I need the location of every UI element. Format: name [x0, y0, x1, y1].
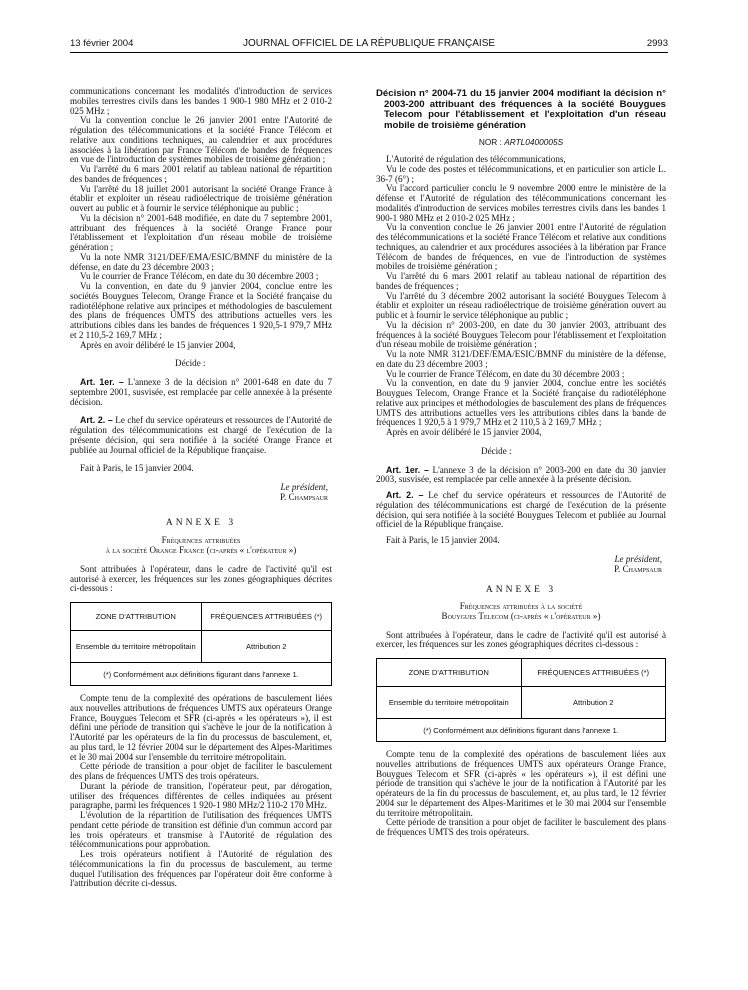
left-paragraph: L'évolution de la répartition de l'utilisation des fréquences UMTS pendant cette période de transition est définie d'un commun accord par les trois opérateurs et transmise à l'Autorité de régulation des télécommunications pour approbation.	[70, 810, 332, 850]
annex-title-line1: Fréquences attribuées à la société	[459, 601, 583, 611]
right-paragraph: Vu la note NMR 3121/DEF/EMA/ESIC/BMNF du ministère de la défense, en date du 23 décembre 2003 ;	[376, 349, 666, 369]
left-paragraph: Vu la décision n° 2001-648 modifiée, en date du 7 septembre 2001, attribuant des fréquences à la société Orange France pour l'établissement et l'exploitation d'un réseau mobile de troisième génération ;	[70, 212, 332, 252]
right-paragraph: Vu la convention, en date du 9 janvier 2004, conclue entre les sociétés Bouygues Telecom, Orange France et la Société française du radiotéléphone relative aux principes et méthodologies de basculement des plans de fréquences UMTS des attributions actuelles vers les attributions cibles dans la bande de fréquences 1 920,5 à 1 979,7 MHz et 2 110,5 à 2 169,7 MHz ;	[376, 378, 666, 428]
right-column	[376, 89, 666, 838]
left-paragraph: Vu la convention, en date du 9 janvier 2004, conclue entre les sociétés Bouygues Telecom, Orange France et la Société française du radiotéléphone relative aux principes et méthodologies de basculement des plans de fréquences UMTS des attributions actuelles vers les attributions cibles dans les bandes de fréquences 1 920,5-1 979,7 MHz et 2 110,5-2 169,7 MHz ;	[70, 281, 332, 340]
right-paragraph: Cette période de transition a pour objet de faciliter le basculement des plans de fréquences UMTS des trois opérateurs.	[376, 817, 666, 837]
table-row	[377, 687, 665, 719]
table-footnote: (*) Conformément aux définitions figurant dans l'annexe 1.	[103, 669, 299, 679]
right-paragraph: Vu le code des postes et télécommunications, et en particulier son article L. 36-7 (6°) ;	[376, 163, 666, 184]
left-paragraph: Vu l'arrêté du 6 mars 2001 relatif au tableau national de répartition des bandes de fréquences ;	[70, 164, 332, 184]
table-header-frequencies: FRÉQUENCES ATTRIBUÉES (*)	[537, 668, 650, 677]
right-paragraph: Après en avoir délibéré le 15 janvier 2004,	[386, 427, 542, 437]
nor-code: ARTL0400005S	[504, 137, 564, 147]
left-paragraph: communications concernant les modalités d'introduction de services mobiles terrestres civils dans les bandes 1 900-1 980 MHz et 2 010-2 025 MHz ;	[70, 86, 332, 116]
left-paragraph: Les trois opérateurs notifient à l'Autorité de régulation des télécommunications la fin du processus de basculement, au terme duquel l'utilisation des fréquences par l'opérateur doit être conforme à l'attribution décrite ci-dessus.	[70, 849, 332, 889]
annex-intro: Sont attribuées à l'opérateur, dans le cadre de l'activité qu'il est autorisé à exercer, les fréquences sur les zones géographiques décrites ci-dessous :	[376, 629, 666, 650]
signatory-role: Le président,	[280, 482, 328, 492]
left-column	[70, 87, 332, 889]
article-1-text: L'annexe 3 de la décision n° 2001-648 en date du 7 septembre 2001, susvisée, est remplacée par celle annexée à la présente décision.	[70, 377, 332, 407]
signatory-name: P. Champsaur	[613, 563, 662, 574]
nor-reference	[376, 137, 666, 147]
page-number: 2993	[646, 38, 668, 49]
nor-label: NOR :	[478, 137, 505, 147]
table-header-row	[71, 603, 331, 631]
done-at: Fait à Paris, le 15 janvier 2004.	[386, 535, 500, 545]
right-paragraph: Compte tenu de la complexité des opérations de basculement liées aux nouvelles attributions de fréquences UMTS aux opérateurs Orange France, Bouygues Telecom et SFR (ci-après « les opérateurs »), il est défini une période de transition qui s'achève le jour de la notification à l'Autorité par les opérateurs de la fin du processus de basculement, et, au plus tard, le 12 février 2004 sur le département des Alpes-Maritimes et le 30 mai 2004 sur l'ensemble du territoire métropolitain.	[376, 749, 666, 818]
annex-intro: Sont attribuées à l'opérateur, dans le cadre de l'activité qu'il est autorisé à exercer, les fréquences sur les zones géographiques décrites ci-dessous :	[70, 563, 332, 594]
right-paragraph: Vu l'accord particulier conclu le 9 novembre 2000 entre le ministère de la défense et l'Autorité de régulation des télécommunications concernant les modalités d'introduction de services mobiles terrestres civils dans les bandes 1 900-1 980 MHz et 2 010-2 025 MHz ;	[376, 183, 666, 223]
annex-title-line2: à la société Orange France (ci-après « l'opérateur »)	[105, 545, 297, 555]
frequency-table	[376, 658, 666, 742]
right-paragraph: L'Autorité de régulation des télécommunications,	[386, 154, 566, 164]
table-cell-zone: Ensemble du territoire métropolitain	[377, 687, 522, 718]
article-1-label: Art. 1er. –	[386, 464, 429, 475]
signatory-name: P. Champsaur	[279, 491, 328, 502]
table-footnote: (*) Conformément aux définitions figurant dans l'annexe 1.	[423, 725, 619, 735]
done-at: Fait à Paris, le 15 janvier 2004.	[80, 463, 194, 474]
article-1-text: L'annexe 3 de la décision n° 2003-200 en date du 30 janvier 2003, susvisée, est remplacée par celle annexée à la présente décision.	[376, 464, 666, 485]
left-paragraph: Vu le courrier de France Télécom, en date du 30 décembre 2003 ;	[80, 271, 319, 282]
right-paragraph: Vu le courrier de France Télécom, en date du 30 décembre 2003 ;	[386, 368, 625, 379]
annex-title-line1: Fréquences attribuées	[161, 535, 241, 546]
decide-heading: Décide :	[481, 445, 512, 456]
decision-title: Décision n° 2004-71 du 15 janvier 2004 modifiant la décision n° 2003-200 attribuant des fréquences à la société Bouygues Telecom pour l'établissement et l'exploitation d'un réseau mobile de troisième génération	[376, 88, 666, 131]
decide-heading: Décide :	[175, 358, 206, 369]
table-header-zone: ZONE D'ATTRIBUTION	[71, 603, 202, 630]
frequency-table	[70, 602, 332, 686]
left-paragraph: Vu la note NMR 3121/DEF/EMA/ESIC/BMNF du ministère de la défense, en date du 23 décembre 2003 ;	[70, 251, 332, 272]
article-2	[376, 491, 666, 530]
table-cell-frequencies: Attribution 2	[572, 698, 614, 707]
table-header-zone: ZONE D'ATTRIBUTION	[377, 659, 522, 686]
table-cell-zone: Ensemble du territoire métropolitain	[71, 631, 202, 662]
article-2	[70, 416, 332, 455]
table-header-frequencies: FRÉQUENCES ATTRIBUÉES (*)	[210, 612, 323, 621]
article-1	[376, 466, 666, 486]
left-paragraph: Vu l'arrêté du 18 juillet 2001 autorisant la société Orange France à établir et exploiter un réseau radioélectrique de troisième génération ouvert au public et à fournir le service téléphonique au public ;	[70, 183, 332, 213]
right-paragraph: Vu l'arrêté du 3 décembre 2002 autorisant la société Bouygues Telecom à établir et exploiter un réseau radioélectrique de troisième génération ouvert au public et à fournir le service téléphonique au public ;	[376, 290, 666, 320]
article-2-text: Le chef du service opérateurs et ressources de l'Autorité de régulation des télécommunications est chargé de l'exécution de la présente décision, qui sera notifiée à la société Bouygues Telecom et publiée au Journal officiel de la République française.	[376, 490, 666, 530]
table-row	[71, 631, 331, 663]
table-cell-frequencies: Attribution 2	[245, 642, 287, 651]
table-header-row	[377, 659, 665, 687]
article-2-label: Art. 2. –	[80, 415, 113, 426]
article-2-text: Le chef du service opérateurs et ressources de l'Autorité de régulation des télécommunications est chargé de l'exécution de la présente décision, qui sera notifiée à la société Orange France et publiée au Journal officiel de la République française.	[70, 415, 332, 455]
article-2-label: Art. 2. –	[386, 490, 424, 500]
issue-date: 13 février 2004	[70, 38, 134, 49]
left-paragraph: Vu la convention conclue le 26 janvier 2001 entre l'Autorité de régulation des télécommunications et la société France Télécom et relative aux conditions techniques, au calendrier et aux procédures associées à la libération par France Télécom de bandes de fréquences en vue de l'introduction de systèmes mobiles de troisième génération ;	[70, 115, 332, 165]
signatory-role: Le président,	[614, 553, 662, 564]
journal-title: JOURNAL OFFICIEL DE LA RÉPUBLIQUE FRANÇAISE	[242, 38, 496, 49]
left-paragraph: Après en avoir délibéré le 15 janvier 2004,	[80, 339, 236, 350]
left-paragraph: Cette période de transition a pour objet de faciliter le basculement des plans de fréquences UMTS des trois opérateurs.	[70, 761, 332, 781]
right-paragraph: Vu la convention conclue le 26 janvier 2001 entre l'Autorité de régulation des télécommunications et la société France Télécom et relative aux conditions techniques, au calendrier et aux procédures associées à la libération par France Télécom de bandes de fréquences, en vue de l'introduction de systèmes mobiles de troisième génération ;	[376, 222, 666, 272]
left-paragraph: Compte tenu de la complexité des opérations de basculement liées aux nouvelles attributions de fréquences UMTS aux opérateurs Orange France, Bouygues Telecom et SFR (ci-après « les opérateurs »), il est défini une période de transition qui s'achève le jour de la notification à l'Autorité par les opérateurs de la fin du processus de basculement, et, au plus tard, le 12 février 2004 sur le département des Alpes-Maritimes et le 30 mai 2004 sur l'ensemble du territoire métropolitain.	[70, 693, 332, 762]
right-paragraph: Vu l'arrêté du 6 mars 2001 relatif au tableau national de répartition des bandes de fréquences ;	[376, 271, 666, 291]
right-paragraph: Vu la décision n° 2003-200, en date du 30 janvier 2003, attribuant des fréquences à la société Bouygues Telecom pour l'établissement et l'exploitation d'un réseau mobile de troisième génération ;	[376, 319, 666, 350]
left-paragraph: Durant la période de transition, l'opérateur peut, par dérogation, utiliser des fréquences différentes de celles indiquées au présent paragraphe, parmi les fréquences 1 920-1 980 MHz/2 110-2 170 MHz.	[70, 780, 332, 811]
annex-heading: ANNEXE 3	[485, 585, 557, 596]
annex-title-line2: Bouygues Telecom (ci-après « l'opérateur »)	[441, 610, 601, 621]
page-header	[70, 38, 668, 53]
annex-heading: ANNEXE 3	[165, 517, 237, 528]
article-1	[70, 378, 332, 407]
article-1-label: Art. 1er. –	[80, 377, 124, 387]
